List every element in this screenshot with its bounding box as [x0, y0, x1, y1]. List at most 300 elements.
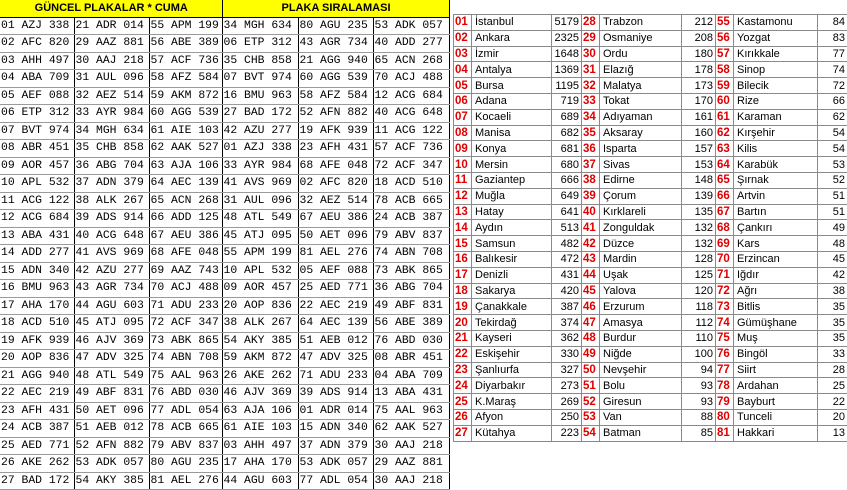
- rank-number: 20: [454, 315, 472, 331]
- plate-cell: 12 ACG 684: [0, 210, 74, 228]
- plate-count: 118: [682, 299, 716, 315]
- table-row: [0, 17, 449, 35]
- city-name: Kocaeli: [472, 109, 552, 125]
- plate-count: 28: [818, 362, 847, 378]
- rank-number: 80: [716, 409, 734, 425]
- plate-count: 330: [552, 346, 582, 362]
- city-name: Düzce: [600, 236, 682, 252]
- city-name: Edirne: [600, 172, 682, 188]
- plate-count: 250: [552, 409, 582, 425]
- rank-number: 19: [454, 299, 472, 315]
- plate-count: 93: [682, 378, 716, 394]
- city-name: Çorum: [600, 188, 682, 204]
- plate-cell: 62 AAK 527: [373, 420, 449, 438]
- ranking-row: [454, 30, 847, 46]
- plate-cell: 73 ABK 865: [373, 262, 449, 280]
- city-name: Tunceli: [734, 409, 818, 425]
- city-name: Aydın: [472, 220, 552, 236]
- plate-cell: 22 AEC 219: [0, 385, 74, 403]
- plate-count: 223: [552, 425, 582, 441]
- plate-cell: 41 AVS 969: [222, 175, 298, 193]
- plate-cell: 64 AEC 139: [298, 315, 373, 333]
- plate-cell: 75 AAL 963: [373, 402, 449, 420]
- city-name: Kırklareli: [600, 204, 682, 220]
- plate-count: 51: [818, 188, 847, 204]
- rank-number: 12: [454, 188, 472, 204]
- plate-cell: 23 AFH 431: [298, 140, 373, 158]
- rank-number: 05: [454, 78, 472, 94]
- plate-count: 719: [552, 93, 582, 109]
- rank-number: 51: [582, 378, 600, 394]
- rank-number: 30: [582, 46, 600, 62]
- rank-number: 57: [716, 46, 734, 62]
- city-name: Hatay: [472, 204, 552, 220]
- plate-count: 1648: [552, 46, 582, 62]
- city-name: İzmir: [472, 46, 552, 62]
- plate-cell: 70 ACJ 488: [149, 280, 222, 298]
- city-ranking-table: [453, 14, 847, 442]
- ranking-row: [454, 188, 847, 204]
- table-row: [0, 157, 449, 175]
- rank-number: 52: [582, 394, 600, 410]
- plate-cell: 01 AZJ 338: [0, 17, 74, 35]
- plate-count: 273: [552, 378, 582, 394]
- city-name: Şırnak: [734, 172, 818, 188]
- plate-cell: 51 AEB 012: [74, 420, 149, 438]
- city-name: Trabzon: [600, 15, 682, 31]
- plate-cell: 23 AFH 431: [0, 402, 74, 420]
- plate-cell: 02 AFC 820: [0, 35, 74, 53]
- plate-cell: 05 AEF 088: [298, 262, 373, 280]
- plate-cell: 22 AEC 219: [298, 297, 373, 315]
- plate-cell: 56 ABE 389: [149, 35, 222, 53]
- plate-cell: 08 ABR 451: [0, 140, 74, 158]
- city-name: Antalya: [472, 62, 552, 78]
- plate-cell: 39 ADS 914: [298, 385, 373, 403]
- plate-cell: 04 ABA 709: [0, 70, 74, 88]
- plate-cell: 06 ETP 312: [222, 35, 298, 53]
- plate-cell: 64 AEC 139: [149, 175, 222, 193]
- city-name: Muğla: [472, 188, 552, 204]
- rank-number: 74: [716, 315, 734, 331]
- ranking-row: [454, 109, 847, 125]
- plate-count: 160: [682, 125, 716, 141]
- plate-cell: 52 AFN 882: [74, 437, 149, 455]
- table-row: [0, 70, 449, 88]
- rank-number: 61: [716, 109, 734, 125]
- rank-number: 24: [454, 378, 472, 394]
- rank-number: 65: [716, 172, 734, 188]
- plate-count: 208: [682, 30, 716, 46]
- rank-number: 71: [716, 267, 734, 283]
- plate-count: 62: [818, 109, 847, 125]
- plate-cell: 48 ATL 549: [74, 367, 149, 385]
- city-name: Ağrı: [734, 283, 818, 299]
- plate-count: 33: [818, 346, 847, 362]
- table-row: [0, 105, 449, 123]
- ranking-row: [454, 125, 847, 141]
- city-name: K.Maraş: [472, 394, 552, 410]
- city-name: Bingöl: [734, 346, 818, 362]
- plate-count: 420: [552, 283, 582, 299]
- plate-count: 110: [682, 330, 716, 346]
- plate-cell: 30 AAJ 218: [373, 437, 449, 455]
- city-name: Bayburt: [734, 394, 818, 410]
- plate-cell: 18 ACD 510: [0, 315, 74, 333]
- table-row: [0, 175, 449, 193]
- rank-number: 76: [716, 346, 734, 362]
- table-row: [0, 245, 449, 263]
- rank-number: 25: [454, 394, 472, 410]
- plate-cell: 44 AGU 603: [74, 297, 149, 315]
- ranking-row: [454, 78, 847, 94]
- city-name: Sinop: [734, 62, 818, 78]
- rank-number: 38: [582, 172, 600, 188]
- city-name: Batman: [600, 425, 682, 441]
- rank-number: 22: [454, 346, 472, 362]
- plate-count: 2325: [552, 30, 582, 46]
- city-name: Van: [600, 409, 682, 425]
- plate-count: 84: [818, 15, 847, 31]
- plate-cell: 30 AAJ 218: [74, 52, 149, 70]
- plate-count: 153: [682, 157, 716, 173]
- rank-number: 14: [454, 220, 472, 236]
- plate-cell: 47 ADV 325: [74, 350, 149, 368]
- plate-cell: 13 ABA 431: [373, 385, 449, 403]
- ranking-row: [454, 172, 847, 188]
- plate-cell: 16 BMU 963: [0, 280, 74, 298]
- plate-count: 681: [552, 141, 582, 157]
- plate-ranking-header: PLAKA SIRALAMASI: [222, 0, 449, 17]
- rank-number: 41: [582, 220, 600, 236]
- plate-count: 1369: [552, 62, 582, 78]
- rank-number: 63: [716, 141, 734, 157]
- plate-count: 74: [818, 62, 847, 78]
- plate-count: 66: [818, 93, 847, 109]
- city-name: Malatya: [600, 78, 682, 94]
- city-name: Çanakkale: [472, 299, 552, 315]
- ranking-row: [454, 220, 847, 236]
- city-name: Ankara: [472, 30, 552, 46]
- city-name: Samsun: [472, 236, 552, 252]
- rank-number: 49: [582, 346, 600, 362]
- plate-cell: 37 ADN 379: [298, 437, 373, 455]
- ranking-row: [454, 204, 847, 220]
- plate-cell: 08 ABR 451: [373, 350, 449, 368]
- rank-number: 37: [582, 157, 600, 173]
- plate-cell: 44 AGU 603: [222, 472, 298, 490]
- rank-number: 26: [454, 409, 472, 425]
- rank-number: 10: [454, 157, 472, 173]
- plate-cell: 53 ADK 057: [373, 17, 449, 35]
- plate-cell: 67 AEU 386: [298, 210, 373, 228]
- plate-cell: 11 ACG 122: [0, 192, 74, 210]
- city-name: Balıkesir: [472, 251, 552, 267]
- plate-count: 132: [682, 236, 716, 252]
- plate-count: 22: [818, 394, 847, 410]
- plate-cell: 35 CHB 858: [74, 140, 149, 158]
- plate-cell: 38 ALK 267: [74, 192, 149, 210]
- city-name: Sivas: [600, 157, 682, 173]
- plate-cell: 43 AGR 734: [298, 35, 373, 53]
- rank-number: 79: [716, 394, 734, 410]
- rank-number: 67: [716, 204, 734, 220]
- plate-cell: 04 ABA 709: [373, 367, 449, 385]
- rank-number: 16: [454, 251, 472, 267]
- plate-count: 472: [552, 251, 582, 267]
- table-row: [0, 332, 449, 350]
- plate-count: 54: [818, 141, 847, 157]
- plate-cell: 36 ABG 704: [373, 280, 449, 298]
- plate-count: 327: [552, 362, 582, 378]
- table-row: [0, 280, 449, 298]
- plate-cell: 21 AGG 940: [298, 52, 373, 70]
- plate-cell: 07 BVT 974: [0, 122, 74, 140]
- plate-cell: 21 AGG 940: [0, 367, 74, 385]
- plate-cell: 41 AVS 969: [74, 245, 149, 263]
- rank-number: 46: [582, 299, 600, 315]
- plate-cell: 33 AYR 984: [74, 105, 149, 123]
- rank-number: 11: [454, 172, 472, 188]
- city-name: Aksaray: [600, 125, 682, 141]
- plate-count: 5179: [552, 15, 582, 31]
- rank-number: 28: [582, 15, 600, 31]
- plate-cell: 06 ETP 312: [0, 105, 74, 123]
- plate-cell: 34 MGH 634: [74, 122, 149, 140]
- plate-cell: 58 AFZ 584: [298, 87, 373, 105]
- ranking-row: [454, 330, 847, 346]
- city-name: Gümüşhane: [734, 315, 818, 331]
- table-row: [0, 437, 449, 455]
- plate-count: 125: [682, 267, 716, 283]
- plate-count: 161: [682, 109, 716, 125]
- plate-count: 482: [552, 236, 582, 252]
- plate-count: 72: [818, 78, 847, 94]
- plate-cell: 61 AIE 103: [149, 122, 222, 140]
- plate-cell: 49 ABF 831: [74, 385, 149, 403]
- plate-cell: 76 ABD 030: [149, 385, 222, 403]
- ranking-row: [454, 425, 847, 441]
- rank-number: 03: [454, 46, 472, 62]
- plate-count: 83: [818, 30, 847, 46]
- plate-cell: 24 ACB 387: [373, 210, 449, 228]
- plate-count: 100: [682, 346, 716, 362]
- plate-cell: 32 AEZ 514: [74, 87, 149, 105]
- plate-cell: 13 ABA 431: [0, 227, 74, 245]
- city-name: Bartın: [734, 204, 818, 220]
- rank-number: 34: [582, 109, 600, 125]
- plate-count: 431: [552, 267, 582, 283]
- rank-number: 18: [454, 283, 472, 299]
- city-name: Tekirdağ: [472, 315, 552, 331]
- plate-cell: 80 AGU 235: [149, 455, 222, 473]
- plate-cell: 47 ADV 325: [298, 350, 373, 368]
- city-name: İstanbul: [472, 15, 552, 31]
- plate-cell: 31 AUL 096: [74, 70, 149, 88]
- city-name: Bursa: [472, 78, 552, 94]
- plate-cell: 27 BAD 172: [222, 105, 298, 123]
- rank-number: 17: [454, 267, 472, 283]
- plate-cell: 35 CHB 858: [222, 52, 298, 70]
- plate-count: 135: [682, 204, 716, 220]
- rank-number: 08: [454, 125, 472, 141]
- plate-cell: 25 AED 771: [0, 437, 74, 455]
- city-name: Afyon: [472, 409, 552, 425]
- plate-cell: 40 ADD 277: [373, 35, 449, 53]
- ranking-row: [454, 157, 847, 173]
- city-name: Çankırı: [734, 220, 818, 236]
- plate-cell: 80 AGU 235: [298, 17, 373, 35]
- plate-count: 48: [818, 236, 847, 252]
- plate-cell: 37 ADN 379: [74, 175, 149, 193]
- plate-count: 51: [818, 204, 847, 220]
- rank-number: 02: [454, 30, 472, 46]
- plate-cell: 01 ADR 014: [298, 402, 373, 420]
- plate-count: 666: [552, 172, 582, 188]
- plate-cell: 17 AHA 170: [0, 297, 74, 315]
- plate-cell: 61 AIE 103: [222, 420, 298, 438]
- plate-count: 641: [552, 204, 582, 220]
- plate-cell: 26 AKE 262: [222, 367, 298, 385]
- plate-cell: 20 AOP 836: [222, 297, 298, 315]
- plate-cell: 59 AKM 872: [149, 87, 222, 105]
- plate-cell: 56 ABE 389: [373, 315, 449, 333]
- plate-cell: 72 ACF 347: [373, 157, 449, 175]
- city-name: Hakkari: [734, 425, 818, 441]
- plate-count: 180: [682, 46, 716, 62]
- plate-count: 170: [682, 93, 716, 109]
- plate-count: 387: [552, 299, 582, 315]
- plate-cell: 03 AHH 497: [0, 52, 74, 70]
- city-name: Amasya: [600, 315, 682, 331]
- rank-number: 40: [582, 204, 600, 220]
- plate-cell: 10 APL 532: [222, 262, 298, 280]
- rank-number: 04: [454, 62, 472, 78]
- table-row: [0, 420, 449, 438]
- city-name: Mardin: [600, 251, 682, 267]
- city-name: Sakarya: [472, 283, 552, 299]
- plate-cell: 31 AUL 096: [222, 192, 298, 210]
- city-name: Gaziantep: [472, 172, 552, 188]
- table-row: [0, 52, 449, 70]
- header-row: [0, 0, 449, 17]
- plate-count: 112: [682, 315, 716, 331]
- plate-cell: 01 AZJ 338: [222, 140, 298, 158]
- table-row: [0, 385, 449, 403]
- plate-cell: 73 ABK 865: [149, 332, 222, 350]
- plate-cell: 68 AFE 048: [149, 245, 222, 263]
- plate-cell: 30 AAJ 218: [373, 472, 449, 490]
- city-name: Erzincan: [734, 251, 818, 267]
- ranking-row: [454, 267, 847, 283]
- plate-count: 35: [818, 330, 847, 346]
- ranking-row: [454, 62, 847, 78]
- plate-cell: 15 ADN 340: [0, 262, 74, 280]
- plate-cell: 54 AKY 385: [222, 332, 298, 350]
- rank-number: 60: [716, 93, 734, 109]
- plate-cell: 39 ADS 914: [74, 210, 149, 228]
- ranking-row: [454, 46, 847, 62]
- table-row: [0, 227, 449, 245]
- rank-number: 48: [582, 330, 600, 346]
- table-row: [0, 402, 449, 420]
- plate-count: 362: [552, 330, 582, 346]
- plate-cell: 03 AHH 497: [222, 437, 298, 455]
- ranking-row: [454, 315, 847, 331]
- plate-cell: 45 ATJ 095: [222, 227, 298, 245]
- plate-cell: 45 ATJ 095: [74, 315, 149, 333]
- plate-cell: 46 AJV 369: [222, 385, 298, 403]
- plate-cell: 76 ABD 030: [373, 332, 449, 350]
- city-name: Ardahan: [734, 378, 818, 394]
- ranking-row: [454, 394, 847, 410]
- city-name: Denizli: [472, 267, 552, 283]
- city-name: Giresun: [600, 394, 682, 410]
- ranking-row: [454, 93, 847, 109]
- plate-count: 85: [682, 425, 716, 441]
- plate-count: 20: [818, 409, 847, 425]
- plate-count: 649: [552, 188, 582, 204]
- city-name: Siirt: [734, 362, 818, 378]
- city-name: Kilis: [734, 141, 818, 157]
- plate-cell: 09 AOR 457: [222, 280, 298, 298]
- ranking-row: [454, 251, 847, 267]
- table-row: [0, 350, 449, 368]
- table-row: [0, 210, 449, 228]
- plate-count: 25: [818, 378, 847, 394]
- plate-cell: 74 ABN 708: [149, 350, 222, 368]
- table-row: [0, 87, 449, 105]
- city-name: Osmaniye: [600, 30, 682, 46]
- plate-cell: 75 AAL 963: [149, 367, 222, 385]
- table-row: [0, 367, 449, 385]
- rank-number: 39: [582, 188, 600, 204]
- rank-number: 29: [582, 30, 600, 46]
- plate-cell: 70 ACJ 488: [373, 70, 449, 88]
- rank-number: 33: [582, 93, 600, 109]
- city-name: Erzurum: [600, 299, 682, 315]
- plate-cell: 02 AFC 820: [298, 175, 373, 193]
- plate-cell: 60 AGG 539: [149, 105, 222, 123]
- plate-count: 94: [682, 362, 716, 378]
- city-name: Artvin: [734, 188, 818, 204]
- plate-cell: 62 AAK 527: [149, 140, 222, 158]
- plate-cell: 17 AHA 170: [222, 455, 298, 473]
- city-name: Tokat: [600, 93, 682, 109]
- plate-cell: 29 AAZ 881: [74, 35, 149, 53]
- plate-cell: 81 AEL 276: [149, 472, 222, 490]
- ranking-row: [454, 346, 847, 362]
- city-name: Kars: [734, 236, 818, 252]
- table-row: [0, 192, 449, 210]
- rank-number: 70: [716, 251, 734, 267]
- plate-count: 132: [682, 220, 716, 236]
- city-name: Kayseri: [472, 330, 552, 346]
- plate-count: 374: [552, 315, 582, 331]
- city-name: Isparta: [600, 141, 682, 157]
- plate-count: 53: [818, 157, 847, 173]
- plate-count: 128: [682, 251, 716, 267]
- rank-number: 50: [582, 362, 600, 378]
- rank-number: 42: [582, 236, 600, 252]
- plate-cell: 77 ADL 054: [149, 402, 222, 420]
- plate-cell: 50 AET 096: [74, 402, 149, 420]
- table-row: [0, 297, 449, 315]
- rank-number: 06: [454, 93, 472, 109]
- plate-cell: 65 ACN 268: [149, 192, 222, 210]
- city-name: Niğde: [600, 346, 682, 362]
- city-name: Kırıkkale: [734, 46, 818, 62]
